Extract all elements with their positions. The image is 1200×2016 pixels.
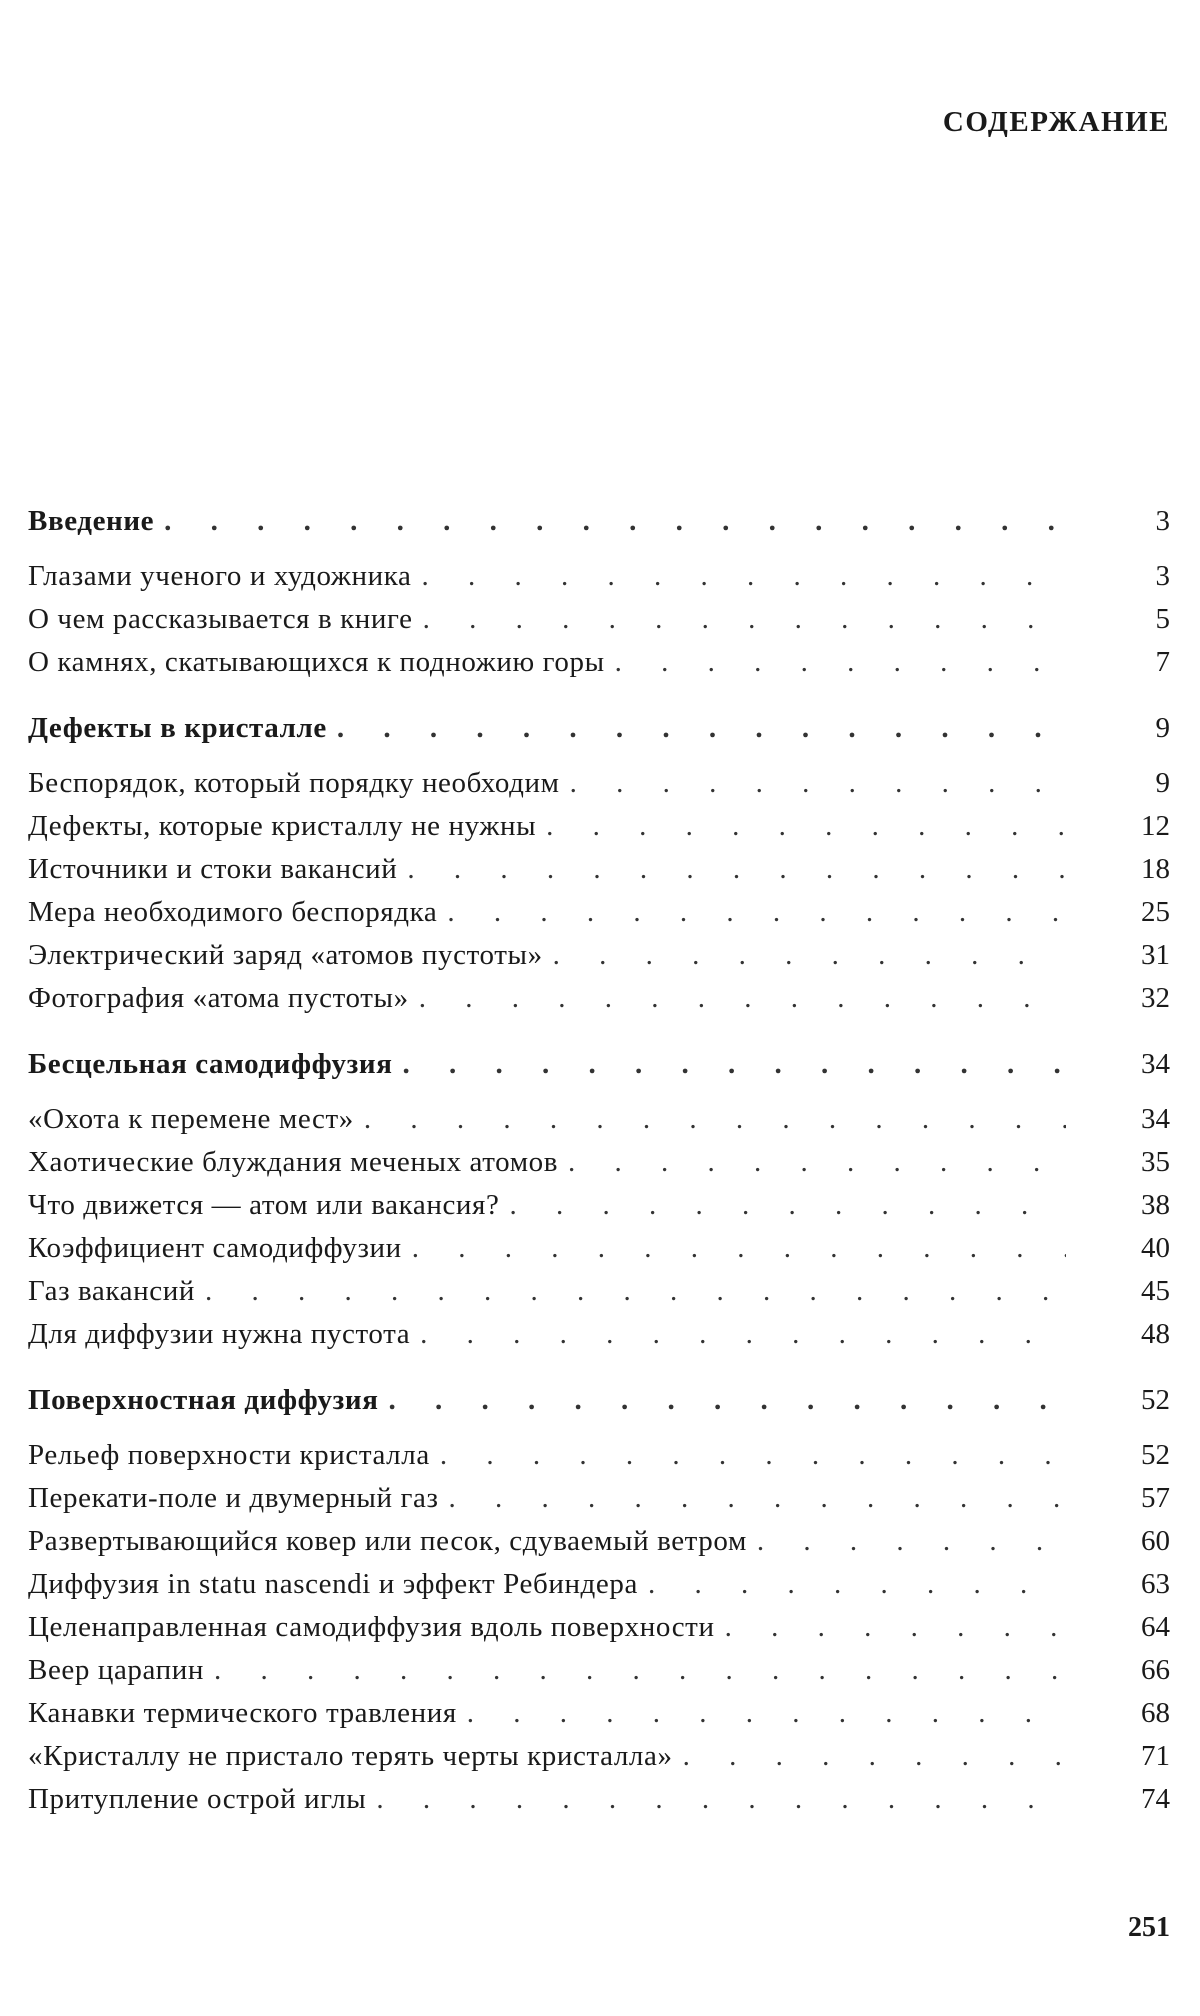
toc-page-number: 35: [1141, 1146, 1170, 1178]
toc-leader-dots: [683, 1735, 1066, 1778]
toc-chapter-entry: [28, 1379, 1170, 1422]
toc-leader-dots: [568, 1141, 1066, 1184]
toc-leader-dots: [407, 848, 1066, 891]
toc-leader-dots: [389, 1379, 1066, 1422]
toc-entry: [28, 977, 1170, 1020]
toc-chapter-title: Поверхностная диффузия: [28, 1384, 379, 1416]
toc-entry-title: Развертывающийся ковер или песок, сдуваемый ветром: [28, 1525, 747, 1557]
toc-leader-dots: [546, 805, 1066, 848]
toc-leader-dots: [440, 1434, 1066, 1477]
toc-entry-title: Глазами ученого и художника: [28, 560, 412, 592]
toc-leader-dots: [205, 1270, 1066, 1313]
toc-leader-dots: [337, 707, 1066, 750]
page-number: 251: [1128, 1912, 1170, 1943]
toc-entry: [28, 1184, 1170, 1227]
toc-entry-title: Перекати-поле и двумерный газ: [28, 1482, 439, 1514]
toc-entry-title: Рельеф поверхности кристалла: [28, 1439, 430, 1471]
toc-page-number: 66: [1141, 1654, 1170, 1686]
toc-entry-title: Газ вакансий: [28, 1275, 195, 1307]
toc-page-number: 38: [1141, 1189, 1170, 1221]
toc-leader-dots: [447, 891, 1066, 934]
toc-entry: [28, 1141, 1170, 1184]
toc-page-number: 12: [1141, 810, 1170, 842]
toc-page-number: 32: [1141, 982, 1170, 1014]
toc-entry: [28, 1313, 1170, 1356]
toc-page-number: 34: [1141, 1048, 1170, 1080]
toc-page-number: 9: [1155, 712, 1170, 744]
toc-page-number: 31: [1141, 939, 1170, 971]
toc-chapter-title: Введение: [28, 505, 155, 537]
toc-page-number: 3: [1155, 505, 1170, 537]
toc-entry: [28, 1606, 1170, 1649]
toc-page-number: 74: [1141, 1783, 1170, 1815]
toc-page-number: 18: [1141, 853, 1170, 885]
toc-page-number: 68: [1141, 1697, 1170, 1729]
toc-page-number: 63: [1141, 1568, 1170, 1600]
toc-leader-dots: [449, 1477, 1067, 1520]
toc-page-number: 64: [1141, 1611, 1170, 1643]
toc-page-number: 60: [1141, 1525, 1170, 1557]
toc-leader-dots: [423, 598, 1066, 641]
toc-entry: [28, 1227, 1170, 1270]
toc-leader-dots: [420, 1313, 1066, 1356]
toc-leader-dots: [570, 762, 1066, 805]
toc-entry: [28, 1735, 1170, 1778]
toc-entry: [28, 1563, 1170, 1606]
toc-chapter-title: Бесцельная самодиффузия: [28, 1048, 393, 1080]
toc-leader-dots: [214, 1649, 1066, 1692]
toc-chapter-entry: [28, 500, 1170, 543]
toc-page-number: 71: [1141, 1740, 1170, 1772]
toc-entry: [28, 1434, 1170, 1477]
toc-leader-dots: [648, 1563, 1066, 1606]
toc-page-number: 52: [1141, 1439, 1170, 1471]
toc-entry-title: Диффузия in statu nascendi и эффект Ребиндера: [28, 1568, 638, 1600]
toc-entry: [28, 848, 1170, 891]
toc-entry-title: О чем рассказывается в книге: [28, 603, 413, 635]
toc-entry: [28, 1649, 1170, 1692]
toc-entry-title: Притупление острой иглы: [28, 1783, 367, 1815]
toc-leader-dots: [164, 500, 1066, 543]
toc-entry-title: Беспорядок, который порядку необходим: [28, 767, 560, 799]
toc-chapter-title: Дефекты в кристалле: [28, 712, 327, 744]
toc-chapter-entry: [28, 1043, 1170, 1086]
toc-entry: [28, 805, 1170, 848]
toc-page-number: 57: [1141, 1482, 1170, 1514]
toc-entry: [28, 1098, 1170, 1141]
toc-page-number: 48: [1141, 1318, 1170, 1350]
toc-page-number: 34: [1141, 1103, 1170, 1135]
toc-entry-title: О камнях, скатывающихся к подножию горы: [28, 646, 605, 678]
toc-entry: [28, 1477, 1170, 1520]
toc-chapter-entry: [28, 707, 1170, 750]
toc-section-introduction: [28, 500, 1170, 684]
toc-entry-title: Электрический заряд «атомов пустоты»: [28, 939, 543, 971]
toc-leader-dots: [553, 934, 1066, 977]
toc-page-number: 52: [1141, 1384, 1170, 1416]
toc-entry-title: Мера необходимого беспорядка: [28, 896, 438, 928]
toc-page-number: 3: [1155, 560, 1170, 592]
toc-leader-dots: [725, 1606, 1066, 1649]
toc-entry-title: Источники и стоки вакансий: [28, 853, 398, 885]
toc-entry: [28, 598, 1170, 641]
toc-leader-dots: [615, 641, 1066, 684]
toc-entry-title: Фотография «атома пустоты»: [28, 982, 409, 1014]
toc-entry: [28, 1270, 1170, 1313]
toc-entry: [28, 1778, 1170, 1821]
toc-page-number: 7: [1155, 646, 1170, 678]
toc-section-crystal-defects: [28, 707, 1170, 1020]
page-title: СОДЕРЖАНИЕ: [942, 106, 1170, 138]
toc-page-number: 9: [1155, 767, 1170, 799]
toc-page-number: 45: [1141, 1275, 1170, 1307]
toc-entry: [28, 1520, 1170, 1563]
toc-leader-dots: [421, 555, 1066, 598]
toc-section-surface-diffusion: [28, 1379, 1170, 1821]
toc-entry: [28, 762, 1170, 805]
toc-entry-title: Коэффициент самодиффузии: [28, 1232, 402, 1264]
toc-entry-title: «Кристаллу не пристало терять черты кристалла»: [28, 1740, 673, 1772]
toc-leader-dots: [509, 1184, 1066, 1227]
toc-leader-dots: [419, 977, 1066, 1020]
toc-entry-title: Что движется — атом или вакансия?: [28, 1189, 500, 1221]
toc-entry: [28, 1692, 1170, 1735]
toc-page-number: 5: [1155, 603, 1170, 635]
toc-leader-dots: [467, 1692, 1066, 1735]
toc-page-number: 40: [1141, 1232, 1170, 1264]
toc-entry-title: Хаотические блуждания меченых атомов: [28, 1146, 559, 1178]
toc-entry-title: Целенаправленная самодиффузия вдоль поверхности: [28, 1611, 715, 1643]
toc-leader-dots: [364, 1098, 1066, 1141]
toc-entry-title: Для диффузии нужна пустота: [28, 1318, 411, 1350]
toc-leader-dots: [376, 1778, 1066, 1821]
toc-leader-dots: [757, 1520, 1066, 1563]
toc-entry-title: «Охота к перемене мест»: [28, 1103, 354, 1135]
toc-entry: [28, 934, 1170, 977]
toc-section-self-diffusion: [28, 1043, 1170, 1356]
toc-entry-title: Канавки термического травления: [28, 1697, 457, 1729]
toc-page-number: 25: [1141, 896, 1170, 928]
toc-entry: [28, 641, 1170, 684]
toc-entry: [28, 891, 1170, 934]
toc-leader-dots: [403, 1043, 1066, 1086]
toc-leader-dots: [412, 1227, 1066, 1270]
toc-entry: [28, 555, 1170, 598]
toc-entry-title: Веер царапин: [28, 1654, 204, 1686]
toc-entry-title: Дефекты, которые кристаллу не нужны: [28, 810, 537, 842]
table-of-contents: [28, 500, 1170, 1844]
